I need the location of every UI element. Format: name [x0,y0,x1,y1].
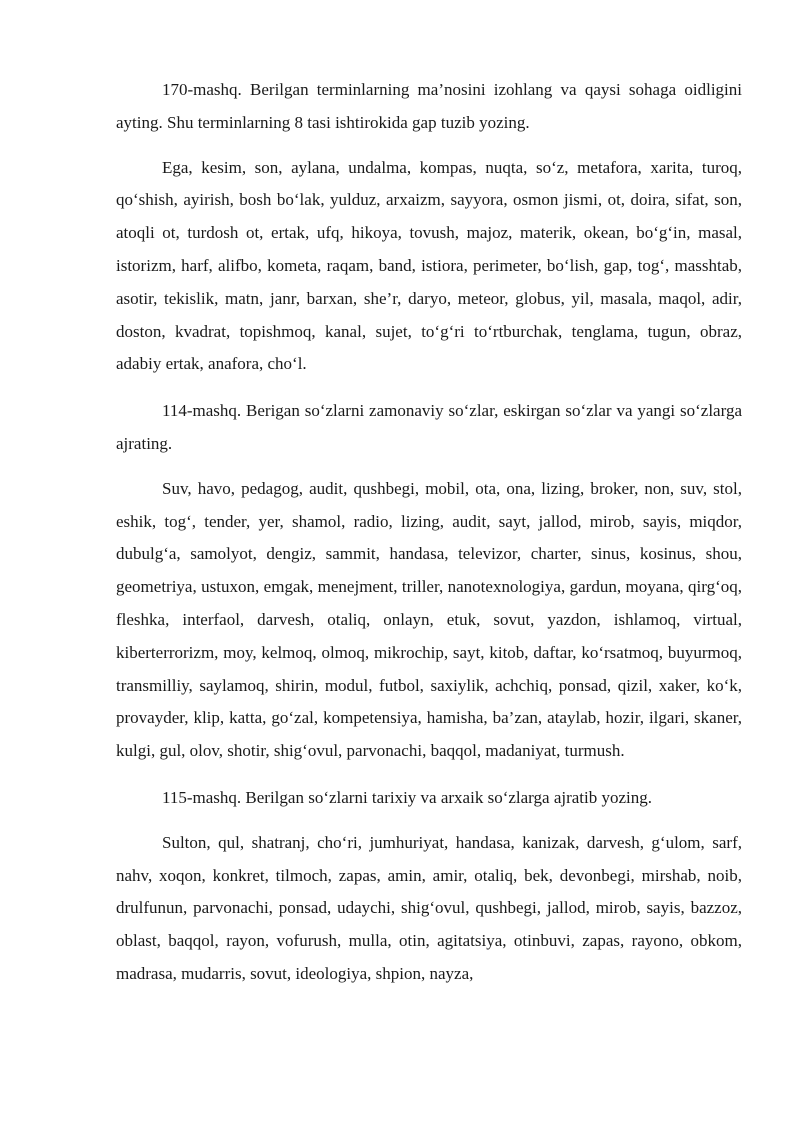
exercise-114-heading: 114-mashq. Berigan so‘zlarni zamonaviy so‘zlar, eskirgan so‘zlar va yangi so‘zlarga ajrating. [116,401,742,453]
exercise-114-word-list: Suv, havo, pedagog, audit, qushbegi, mobil, ota, ona, lizing, broker, non, suv, stol, eshik, tog‘, tender, yer, shamol, radio, lizing, audit, sayt, jallod, mirob, sayis, miqdor, dubulg‘a, samolyot, dengiz, sammit, handasa, televizor, charter, sinus, kosinus, shou, geometriya, ustuxon, emgak, menejment, triller, nanotexnologiya, gardun, moyana, qirg‘oq, fleshka, interfaol, darvesh, otaliq, onlayn, etuk, sovut, yazdon, ishlamoq, virtual, kiberterrorizm, moy, kelmoq, olmoq, mikrochip, sayt, kitob, daftar, ko‘rsatmoq, buyurmoq, transmilliy, saylamoq, shirin, modul, futbol, saxiylik, achchiq, ponsad, qizil, xaker, ko‘k, provayder, klip, katta, go‘zal, kompetensiya, hamisha, ba’zan, ataylab, hozir, ilgari, skaner, kulgi, gul, olov, shotir, shig‘ovul, parvonachi, baqqol, madaniyat, turmush. [116,478,742,761]
exercise-170-word-list: Ega, kesim, son, aylana, undalma, kompas, nuqta, so‘z, metafora, xarita, turoq, qo‘shish, ayirish, bosh bo‘lak, yulduz, arxaizm, sayyora, osmon jismi, ot, doira, sifat, son, atoqli ot, turdosh ot, ertak, ufq, hikoya, tovush, majoz, materik, okean, bo‘g‘in, masal, istorizm, harf, alifbo, kometa, raqam, band, istiora, perimeter, bo‘lish, gap, tog‘, masshtab, asotir, tekislik, matn, janr, barxan, she’r, daryo, meteor, globus, yil, masala, maqol, adir, doston, kvadrat, topishmoq, kanal, sujet, to‘g‘ri to‘rtburchak, tenglama, tugun, obraz, adabiy ertak, anafora, cho‘l. [116,157,742,374]
exercise-115-word-list: Sulton, qul, shatranj, cho‘ri, jumhuriyat, handasa, kanizak, darvesh, g‘ulom, sarf, nahv, xoqon, konkret, tilmoch, zapas, amin, amir, otaliq, bek, devonbegi, mirshab, noib, drulfunun, parvonachi, ponsad, udaychi, shig‘ovul, qushbegi, jallod, mirob, sayis, bazzoz, oblast, baqqol, rayon, vofurush, mulla, otin, agitatsiya, otinbuvi, zapas, rayono, obkom, madrasa, mudarris, sovut, ideologiya, shpion, nayza, [116,832,742,983]
document-page [116,74,742,1005]
exercise-170-heading: 170-mashq. Berilgan terminlarning ma’nosini izohlang va qaysi sohaga oidligini ayting. Shu terminlarning 8 tasi ishtirokida gap tuzib yozing. [116,80,742,132]
exercise-115-heading: 115-mashq. Berilgan so‘zlarni tarixiy va arxaik so‘zlarga ajratib yozing. [162,787,653,807]
